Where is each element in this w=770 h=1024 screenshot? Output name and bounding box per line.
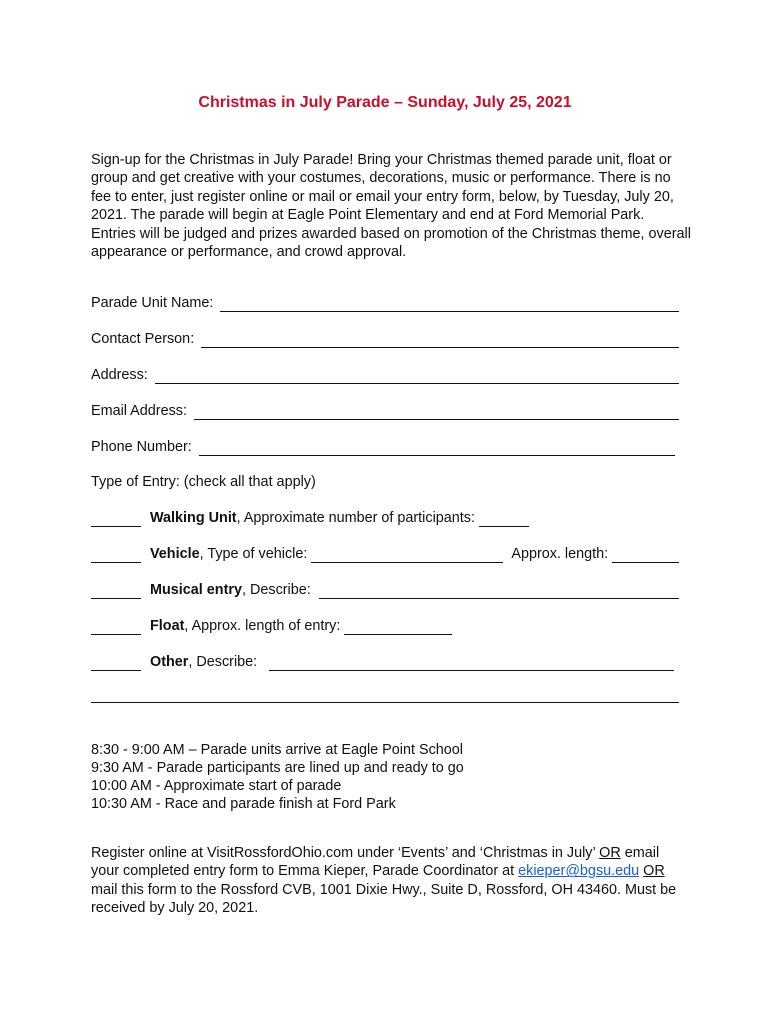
address-label: Address: [91, 367, 148, 383]
type-of-entry-label: Type of Entry: (check all that apply) [91, 474, 316, 490]
vehicle-length-input[interactable] [612, 549, 679, 563]
musical-entry-label: Musical entry [150, 582, 242, 598]
vehicle-desc: , Type of vehicle: [199, 546, 312, 562]
phone-number-line[interactable] [199, 442, 675, 456]
vehicle-label: Vehicle [150, 546, 200, 562]
parade-unit-name-field[interactable] [91, 292, 679, 312]
intro-paragraph: Sign-up for the Christmas in July Parade! Bring your Christmas themed parade unit, float or group and get creative with your costumes, decorations, music or performance. There is no fee to enter, just register online or mail or email your entry form, below, by Tuesday, July 20, 2021. The parade will begin at Eagle Point Elementary and end at Ford Memorial Park. Entries will be judged and prizes awarded based on promotion of the Christmas theme, overall appearance or performance, and crowd approval. [91, 152, 691, 261]
contact-person-line[interactable] [201, 334, 679, 348]
schedule-item: 9:30 AM - Parade participants are lined up and ready to go [91, 760, 464, 776]
email-address-label: Email Address: [91, 403, 187, 419]
email-address-field[interactable] [91, 400, 679, 420]
float-row [91, 615, 452, 635]
parade-unit-name-line[interactable] [220, 298, 679, 312]
register-text-1: Register online at VisitRossfordOhio.com under ‘Events’ and ‘Christmas in July’ [91, 845, 600, 861]
other-desc: , Describe: [188, 654, 262, 670]
phone-number-label: Phone Number: [91, 439, 192, 455]
other-check[interactable] [91, 657, 141, 671]
walking-unit-check[interactable] [91, 513, 141, 527]
phone-number-field[interactable] [91, 436, 675, 456]
float-label: Float [150, 618, 185, 634]
vehicle-row [91, 543, 679, 563]
register-or-1: OR [599, 845, 621, 861]
other-label: Other [150, 654, 189, 670]
walking-participants-input[interactable] [479, 513, 529, 527]
address-field[interactable] [91, 364, 679, 384]
contact-person-label: Contact Person: [91, 331, 195, 347]
address-line[interactable] [155, 370, 679, 384]
other-row [91, 651, 674, 671]
schedule-item: 8:30 - 9:00 AM – Parade units arrive at Eagle Point School [91, 742, 463, 758]
vehicle-length-label: Approx. length: [511, 546, 613, 562]
other-describe-continuation-line[interactable] [91, 702, 679, 703]
schedule [91, 741, 464, 813]
schedule-item: 10:30 AM - Race and parade finish at Ford Park [91, 796, 396, 812]
register-text-2: email your completed entry form to Emma Kieper, Parade Coordinator at [91, 845, 660, 880]
page-title: Christmas in July Parade – Sunday, July 25, 2021 [198, 94, 572, 111]
float-check[interactable] [91, 621, 141, 635]
walking-unit-desc: , Approximate number of participants: [236, 510, 479, 526]
walking-unit-label: Walking Unit [150, 510, 237, 526]
coordinator-email-link[interactable]: ekieper@bgsu.edu [518, 863, 640, 880]
contact-person-field[interactable] [91, 328, 679, 348]
email-address-line[interactable] [194, 406, 679, 420]
registration-instructions [91, 844, 691, 918]
musical-describe-input[interactable] [319, 585, 679, 599]
musical-entry-desc: , Describe: [241, 582, 315, 598]
register-or-2: OR [643, 863, 665, 880]
musical-entry-row [91, 579, 679, 599]
schedule-item: 10:00 AM - Approximate start of parade [91, 778, 342, 794]
musical-entry-check[interactable] [91, 585, 141, 599]
register-text-3: mail this form to the Rossford CVB, 1001 Dixie Hwy., Suite D, Rossford, OH 43460. Must be received by July 20, 2021. [91, 881, 677, 917]
parade-unit-name-label: Parade Unit Name: [91, 295, 214, 311]
float-length-input[interactable] [344, 621, 452, 635]
vehicle-check[interactable] [91, 549, 141, 563]
float-desc: , Approx. length of entry: [184, 618, 345, 634]
vehicle-type-input[interactable] [311, 549, 503, 563]
other-describe-input[interactable] [269, 657, 674, 671]
walking-unit-row [91, 507, 529, 527]
